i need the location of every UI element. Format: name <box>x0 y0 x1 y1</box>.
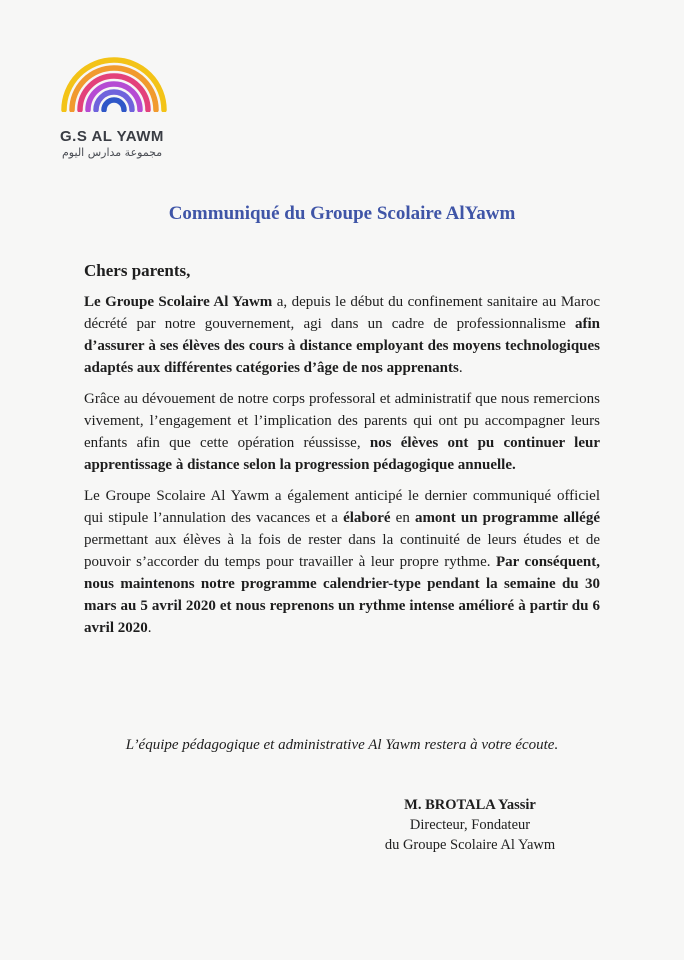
paragraph-1 <box>84 291 600 379</box>
paragraph-2 <box>84 388 600 476</box>
p1-end: . <box>458 360 463 376</box>
school-logo <box>58 48 178 159</box>
p3-text-en: en <box>390 510 415 526</box>
rainbow-arch-icon <box>58 48 170 112</box>
signatory-name: M. BROTALA Yassir <box>404 797 536 813</box>
signatory-role: Directeur, Fondateur <box>409 817 531 833</box>
letter-body <box>84 260 600 648</box>
logo-name: G.S AL YAWM <box>60 128 164 145</box>
paragraph-3 <box>84 485 600 639</box>
signatory-org: du Groupe Scolaire Al Yawm <box>384 837 556 853</box>
p1-bold-school: Le Groupe Scolaire Al Yawm <box>84 294 273 310</box>
p2-text: Grâce au dévouement de notre corps professoral et administratif que nous remercions vivement, l’engagement et l’implication des parents qui ont pu accompagner leurs enfants afin que cette opération réussisse, <box>84 391 600 451</box>
p1-text: a, depuis le début du confinement sanitaire au Maroc décrété par notre gouvernement, agi dans un cadre de professionnalisme <box>84 294 600 332</box>
p3-end: . <box>147 620 152 636</box>
p3-bold-programme: amont un programme allégé <box>414 510 600 526</box>
greeting: Chers parents, <box>84 261 191 280</box>
signature-block <box>340 795 600 855</box>
p3-bold-calendar: Par conséquent, nous maintenons notre programme calendrier-type pendant la semaine du 30 mars au 5 avril 2020 et nous reprenons un rythme intense amélioré à partir du 6 avril 2020 <box>84 554 600 636</box>
logo-arabic-name: مجموعة مدارس اليوم <box>62 146 163 159</box>
p1-bold-mission: afin d’assurer à ses élèves des cours à distance employant des moyens technologiques adaptés aux différentes catégories d’âge de nos apprenants <box>84 316 600 376</box>
p3-bold-elabore: élaboré <box>343 510 391 526</box>
document-title: Communiqué du Groupe Scolaire AlYawm <box>168 203 516 224</box>
p3-text-2: permettant aux élèves à la fois de rester dans la continuité de leurs études et de pouvoir s’accorder du temps pour travailler à leur propre rythme. <box>84 532 600 570</box>
p3-text: Le Groupe Scolaire Al Yawm a également anticipé le dernier communiqué officiel qui stipule l’annulation des vacances et a <box>84 488 600 526</box>
p2-bold-students: nos élèves ont pu continuer leur apprentissage à distance selon la progression pédagogique annuelle. <box>84 435 600 473</box>
closing-line: L’équipe pédagogique et administrative Al Yawm restera à votre écoute. <box>125 737 559 753</box>
